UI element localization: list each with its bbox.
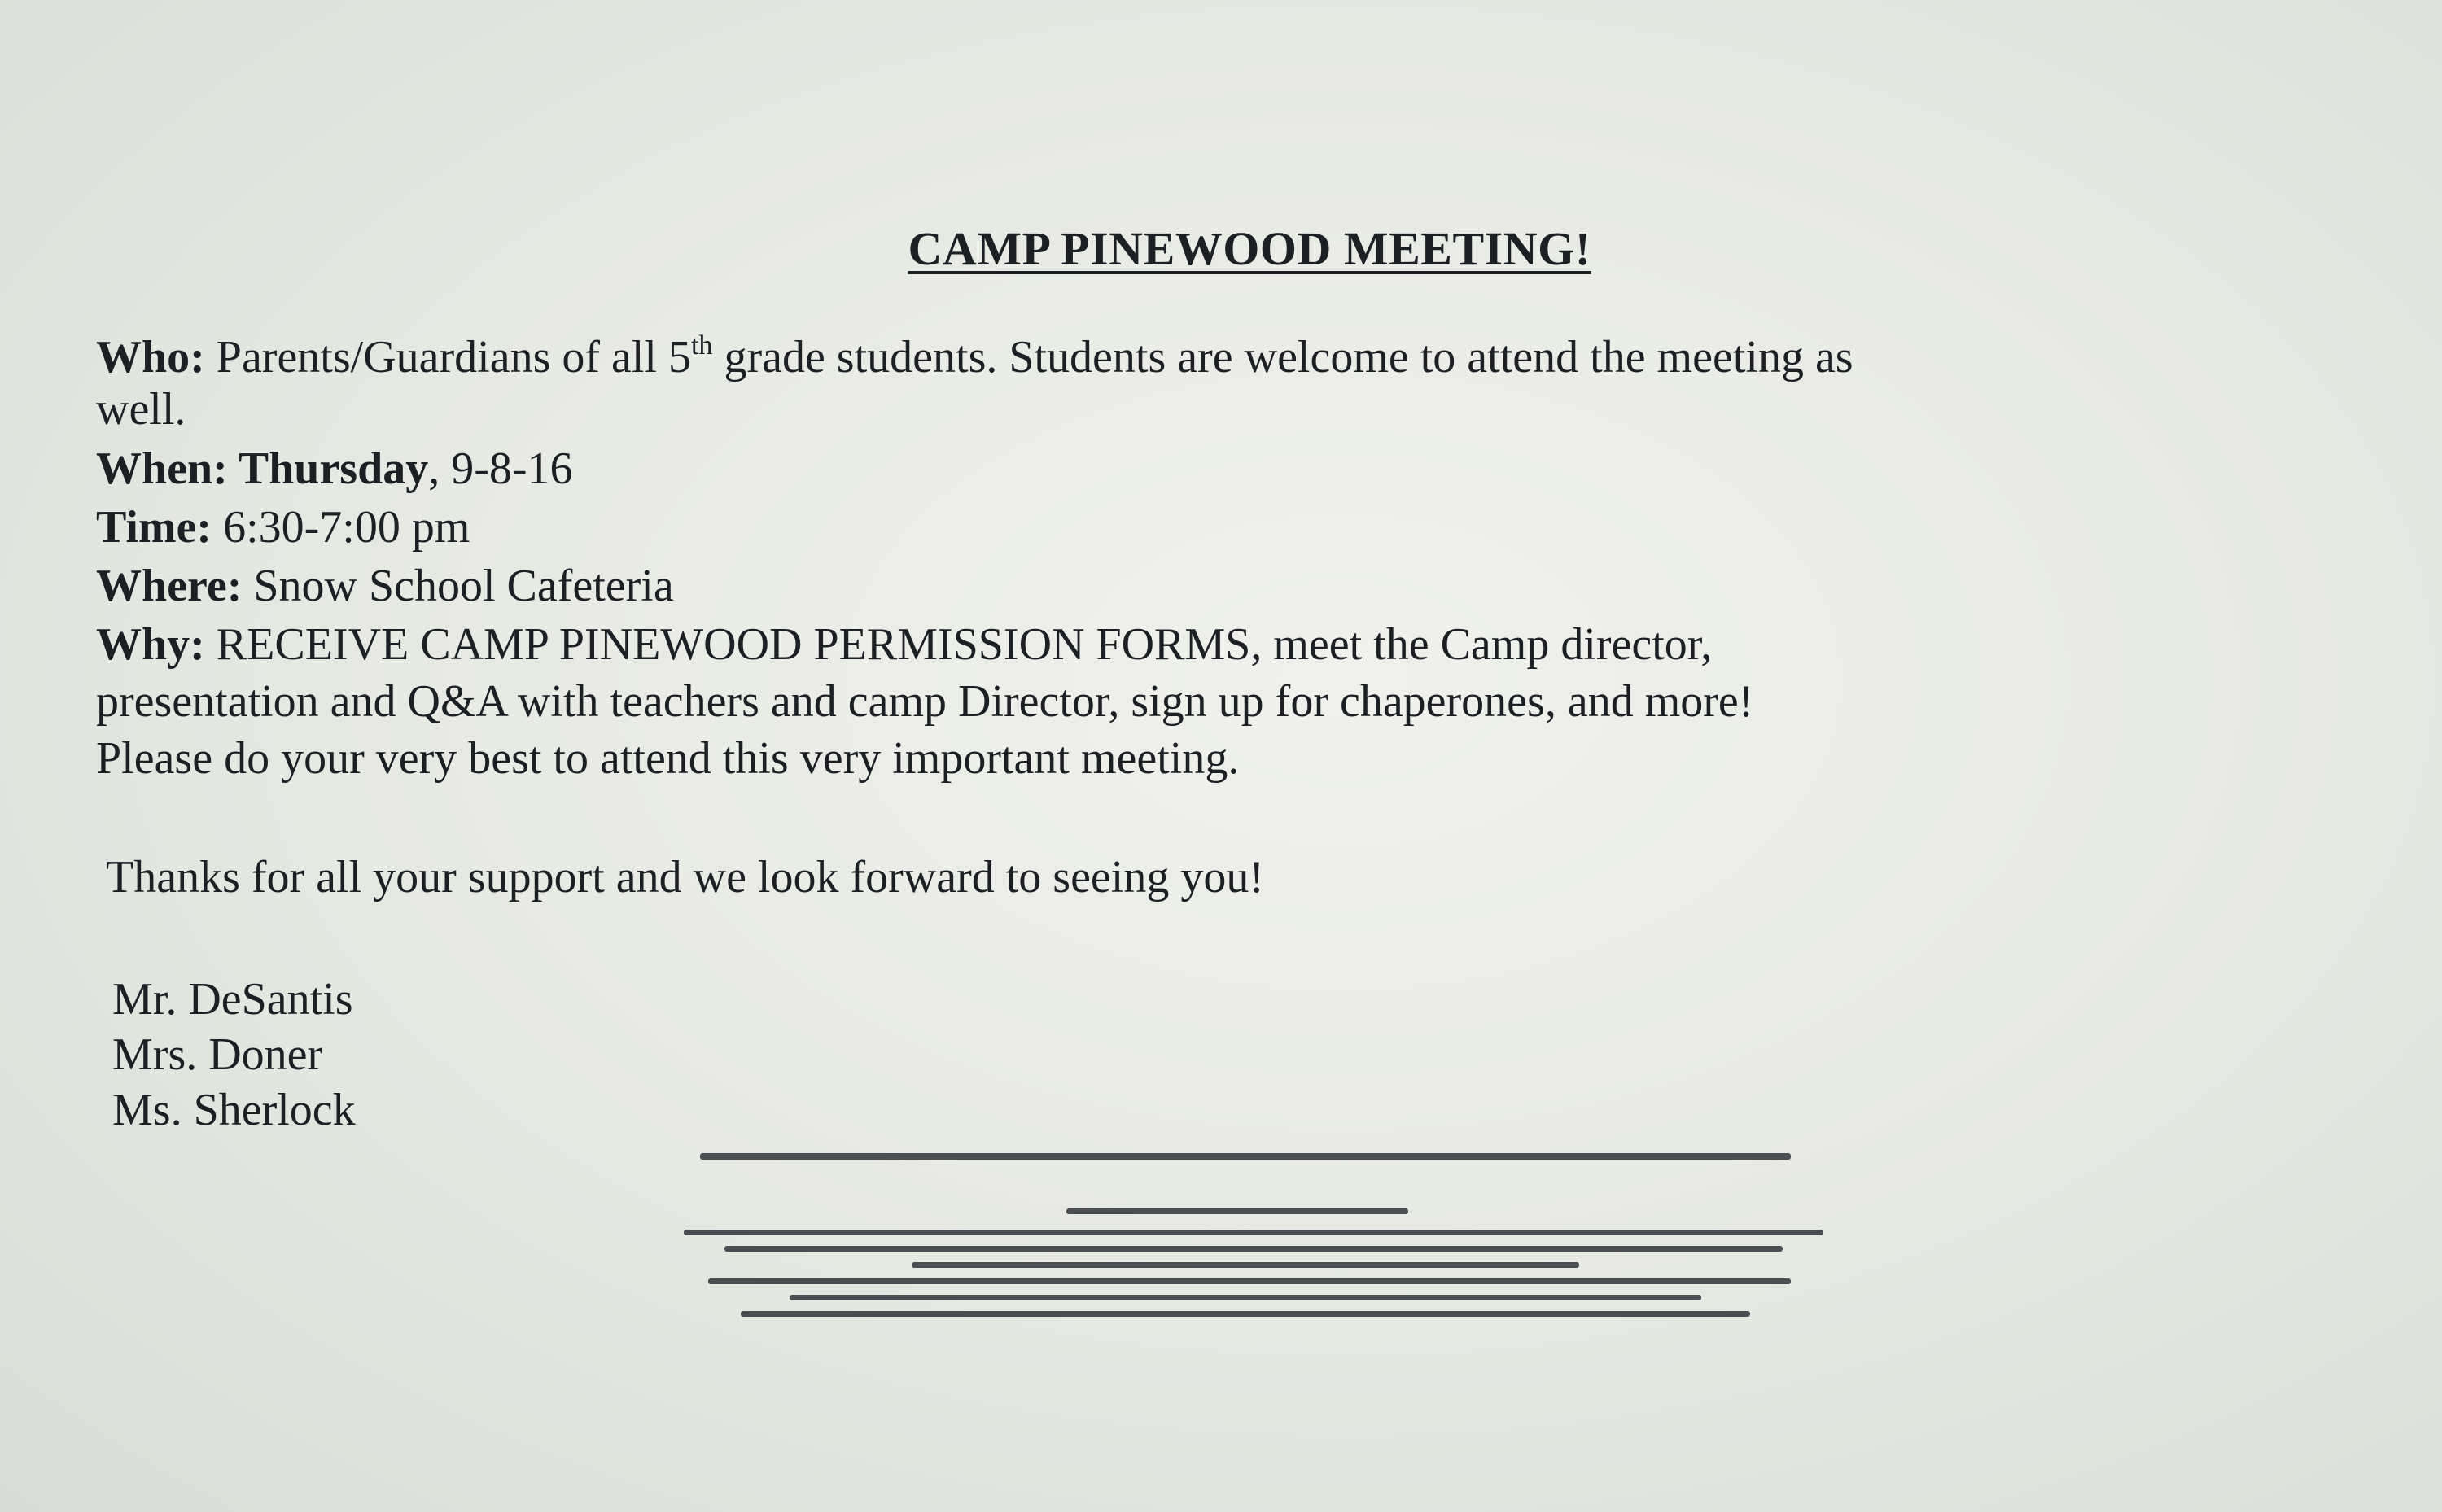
when-line [96, 446, 573, 492]
when-label: When: Thursday [96, 444, 429, 494]
who-superscript: th [690, 330, 713, 361]
why-line [96, 619, 1713, 670]
where-label: Where: [96, 561, 243, 611]
when-value: , 9-8-16 [428, 444, 573, 494]
fine-print-block [667, 1143, 1823, 1339]
signature-3: Ms. Sherlock [112, 1085, 356, 1135]
where-line [96, 563, 674, 609]
time-line [96, 502, 470, 553]
who-line-wrap: well. [96, 384, 186, 435]
why-label: Why: [96, 619, 205, 670]
thanks-line: Thanks for all your support and we look forward to seeing you! [106, 852, 1264, 902]
signature-2: Mrs. Doner [112, 1029, 323, 1080]
who-text: Parents/Guardians of all 5 [216, 332, 691, 382]
who-text-continued: grade students. Students are welcome to attend the meeting as [712, 332, 1853, 382]
signature-1: Mr. DeSantis [112, 974, 353, 1025]
who-label: Who: [96, 332, 205, 382]
where-value: Snow School Cafeteria [242, 561, 674, 611]
time-label: Time: [96, 502, 212, 553]
why-line-3: Please do your very best to attend this very important meeting. [96, 733, 1240, 784]
page-title: CAMP PINEWOOD MEETING! [908, 222, 1591, 275]
who-line [96, 332, 1853, 380]
why-line-2: presentation and Q&A with teachers and camp Director, sign up for chaperones, and more! [96, 676, 1754, 727]
time-value: 6:30-7:00 pm [212, 502, 470, 553]
why-text: RECEIVE CAMP PINEWOOD PERMISSION FORMS, meet the Camp director, [204, 619, 1713, 670]
